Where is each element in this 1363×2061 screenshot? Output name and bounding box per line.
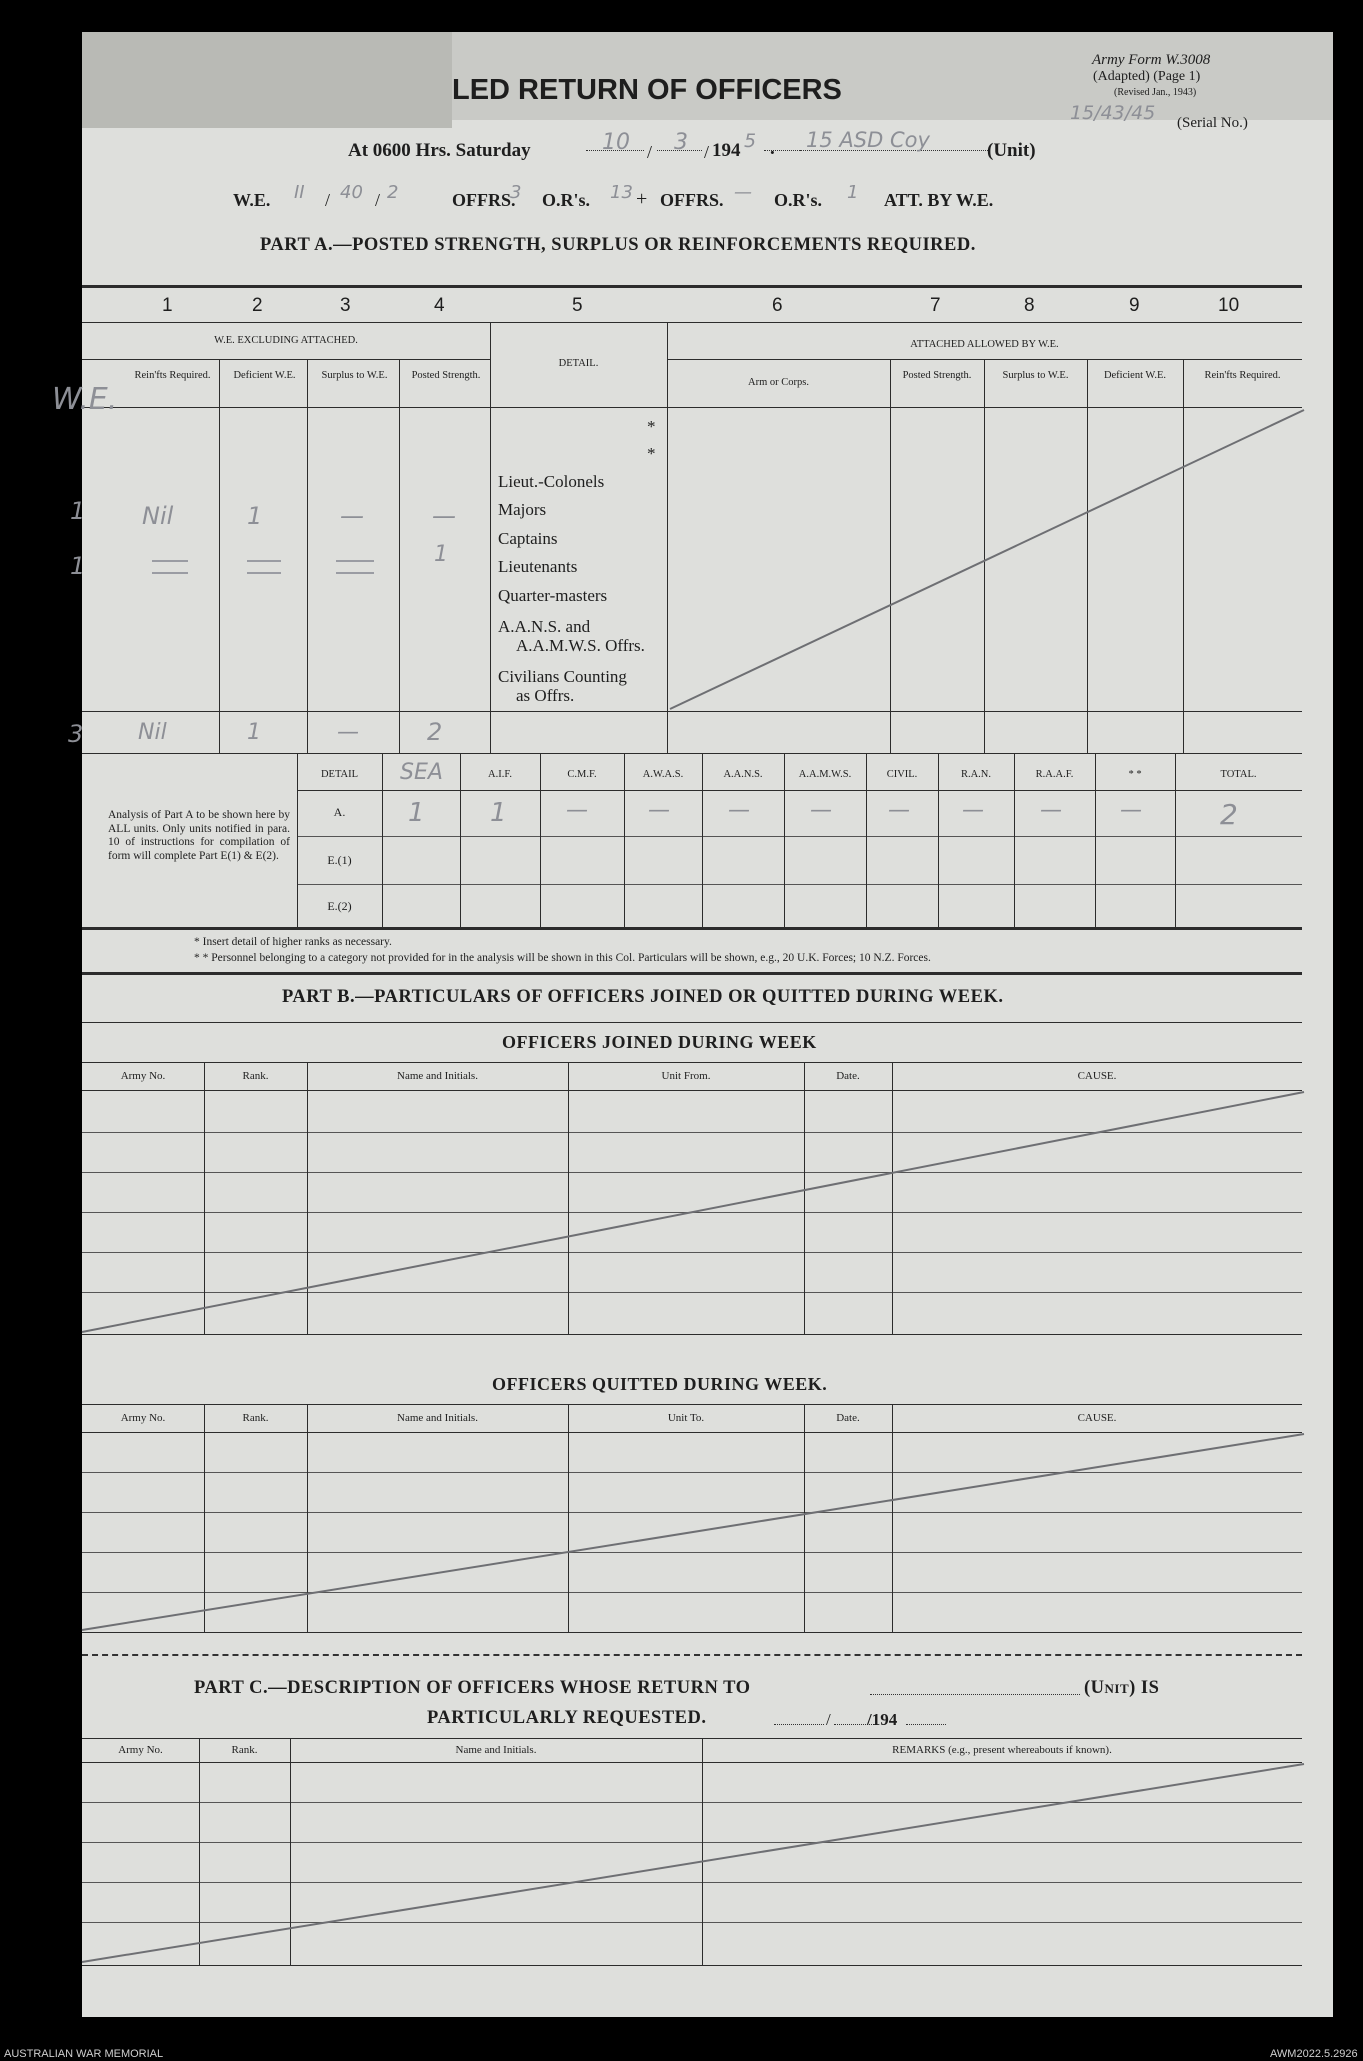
ors-value: 13 [610, 182, 633, 203]
part-a-title: PART A.—POSTED STRENGTH, SURPLUS OR REINFORCEMENTS REQUIRED. [260, 235, 976, 255]
we-value-c: 2 [387, 182, 399, 203]
hand-posted-1: — [432, 502, 456, 530]
col-head-att-posted: Posted Strength. [902, 370, 972, 381]
form-sheet: Army Form W.3008 (Adapted) (Page 1) (Revised Jan., 1943) 15/43/45 (Serial No.) LED RETURN OF OFFICERS At 0600 Hrs. Saturday 10 / 3 / 194 5 . 15 ASD Coy (Unit) W.E. II / 40 / 2 OFFRS. 3 O.R's. 13 + OFFRS. — O.R's. 1 ATT. BY W.E. PART A.—POSTED STRENGTH, SURPLUS OR REINFORCEMENTS REQUIRED. 1 2 3 4 5 6 7 8 9 10 W.E. EXCLUDING ATTACHED. DETAIL. ATTACHED ALLOWED BY W.E. Rein'fts Required. Deficient W.E. Surplus to W.E. Posted Strength. Arm or Corps. Posted Strength. Surplus to W.E. Deficient W.E. Rein'fts Required. * * Lieut.-Colonels Majors Captains Lieutenants Quarter-masters A.A.N.S. and A.A.M.W.S. Offrs. Civilians Counting as Offrs. W.E. 1 1 3 Nil Nil 1 1 — — — 1 2 Analysis of Part A to be shown here by ALL units. Only units notified in para. 10 of instructions for compilation of form will complete Part E(1) & E(2). DETAIL SEA A.I.F. C.M.F. A.W.A.S. A.A.N.S. A.A.M.W.S. CIVIL. R.A.N. R.A.A.F. * * TOTAL. A. E.(1) E.(2) 1 1 — — — — — — — — 2 * Insert detail of higher ranks as necessary. * * Personnel belonging to a category not provided for in the analysis will be shown in this Col. Particulars will be shown, e.g., 20 U.K. Forces; 10 N.Z. Forces. PART B.—PARTICULARS OF OFFICERS JOINED OR QUITTED DURING WEEK. OFFICERS JOINED DURING WEEK Army No. Rank. Name and Initials. Unit From. Date. CAUSE. OFFICERS QUITTED DURING WEEK. Army No. Rank. Name and Initials. Unit To. Date. CAUSE. PART C.—DESCRIPTION OF OFFICERS WHOSE RETURN TO (Unit) IS PARTICULARLY REQUESTED. / /194 Army No. Rank. Name and Initials. REMARKS (e.g., present whereabouts if known). [82, 32, 1333, 2017]
date-year-suffix: 5 [744, 130, 757, 152]
hand-deficient-1: 1 [247, 502, 263, 530]
analysis-a-civil: — [888, 798, 910, 823]
serial-label: (Serial No.) [1177, 115, 1248, 131]
analysis-a-aif: 1 [490, 798, 507, 828]
quitted-head-unit-to: Unit To. [667, 1412, 705, 1424]
part-c-head-army-no: Army No. [118, 1744, 163, 1756]
form-id: Army Form W.3008 [1092, 52, 1211, 68]
star-1: * [647, 417, 656, 436]
col-head-arm-corps: Arm or Corps. [748, 377, 809, 388]
time-label: At 0600 Hrs. Saturday [348, 140, 531, 161]
col-head-reinf: Rein'fts Required. [134, 370, 211, 381]
analysis-head-raaf: R.A.A.F. [1035, 769, 1074, 780]
detail-heading: DETAIL. [558, 358, 599, 369]
ors-label: O.R's. [542, 190, 591, 210]
strike-line-attached [670, 410, 1304, 709]
joined-head-cause: CAUSE. [1077, 1070, 1117, 1082]
analysis-row-e2: E.(2) [327, 899, 352, 913]
offrs-value: 3 [510, 182, 522, 203]
analysis-head-total: TOTAL. [1220, 769, 1257, 780]
analysis-head-cmf: C.M.F. [567, 769, 597, 780]
hand-deficient-3: 1 [247, 720, 261, 745]
analysis-head-aans: A.A.N.S. [723, 769, 763, 780]
col-head-deficient: Deficient W.E. [233, 370, 296, 381]
col-num-6: 6 [772, 295, 783, 316]
joined-title: OFFICERS JOINED DURING WEEK [502, 1032, 817, 1052]
strike-line-quitted [82, 1434, 1304, 1630]
we-excluding-heading: W.E. EXCLUDING ATTACHED. [214, 335, 358, 346]
star-2: * [647, 444, 656, 463]
analysis-head-awas: A.W.A.S. [642, 769, 684, 780]
offrs-label: OFFRS. [452, 190, 516, 210]
analysis-a-awas: — [648, 798, 670, 823]
rank-aamws: A.A.M.W.S. Offrs. [516, 636, 645, 655]
analysis-a-total: 2 [1220, 798, 1238, 831]
we-value-a: II [294, 182, 305, 203]
analysis-head-sea: SEA [400, 760, 443, 785]
quitted-head-date: Date. [836, 1412, 860, 1424]
unit-label: (Unit) [987, 140, 1036, 161]
rank-civilians-2: as Offrs. [516, 686, 575, 705]
analysis-head-ran: R.A.N. [960, 769, 992, 780]
part-c-unit-label: (Unit) IS [1084, 1678, 1160, 1698]
strike-line-joined [82, 1092, 1304, 1332]
offrs2-label: OFFRS. [660, 190, 724, 210]
col-num-4: 4 [434, 295, 445, 316]
attached-heading: ATTACHED ALLOWED BY W.E. [910, 339, 1059, 350]
unit-value: 15 ASD Coy [806, 128, 930, 152]
hand-surplus-1: — [340, 502, 364, 530]
hand-surplus-3: — [337, 720, 359, 745]
form-adapted: (Adapted) (Page 1) [1093, 69, 1201, 84]
plus-sign: + [636, 188, 648, 210]
col-head-att-reinf: Rein'fts Required. [1204, 370, 1281, 381]
analysis-row-a: A. [333, 805, 346, 819]
analysis-a-sea: 1 [408, 798, 425, 828]
part-c-title-b: PARTICULARLY REQUESTED. [427, 1708, 707, 1728]
joined-head-name: Name and Initials. [397, 1070, 478, 1082]
form-revised: (Revised Jan., 1943) [1114, 87, 1197, 98]
note-2: * * Personnel belonging to a category not provided for in the analysis will be shown in this Col. Particulars will be shown, e.g., 20 U.K. Forces; 10 N.Z. Forces. [194, 952, 931, 964]
quitted-head-army-no: Army No. [120, 1412, 166, 1424]
quitted-title: OFFICERS QUITTED DURING WEEK. [492, 1374, 828, 1394]
date-month: 3 [674, 130, 688, 155]
serial-number-value: 15/43/45 [1070, 102, 1156, 124]
col-num-1: 1 [162, 295, 173, 316]
hand-reinf-1: Nil [142, 502, 174, 530]
part-b-title: PART B.—PARTICULARS OF OFFICERS JOINED OR QUITTED DURING WEEK. [282, 987, 1004, 1007]
strike-line-part-c [82, 1764, 1304, 1962]
date-year-prefix: 194 [712, 140, 741, 161]
col-head-att-surplus: Surplus to W.E. [1002, 370, 1069, 381]
part-c-date-tail: /194 [867, 1710, 898, 1729]
part-c-title: PART C.—DESCRIPTION OF OFFICERS WHOSE RETURN TO [194, 1678, 751, 1698]
strike-lines [82, 32, 1333, 2017]
col-head-att-deficient: Deficient W.E. [1103, 370, 1167, 381]
date-day: 10 [602, 130, 630, 155]
rank-majors: Majors [498, 500, 547, 519]
margin-digit-1: 1 [70, 497, 86, 525]
analysis-a-cmf: — [566, 798, 588, 823]
joined-head-army-no: Army No. [120, 1070, 166, 1082]
margin-digit-3: 3 [68, 720, 84, 748]
analysis-a-aans: — [728, 798, 750, 823]
joined-head-date: Date. [836, 1070, 860, 1082]
col-head-surplus: Surplus to W.E. [321, 370, 388, 381]
joined-head-rank: Rank. [242, 1070, 269, 1082]
analysis-a-ran: — [962, 798, 984, 823]
part-c-head-remarks: REMARKS (e.g., present whereabouts if known). [892, 1744, 1112, 1756]
joined-head-unit-from: Unit From. [661, 1070, 711, 1082]
col-num-8: 8 [1024, 295, 1035, 316]
col-num-7: 7 [930, 295, 941, 316]
analysis-a-other: — [1120, 798, 1142, 823]
col-num-3: 3 [340, 295, 351, 316]
ors2-value: 1 [847, 182, 859, 203]
rank-quartermasters: Quarter-masters [498, 586, 608, 605]
col-num-10: 10 [1218, 295, 1240, 316]
margin-digit-2: 1 [70, 552, 86, 580]
analysis-head-other: * * [1128, 769, 1142, 780]
col-head-posted: Posted Strength. [411, 370, 481, 381]
analysis-row-e1: E.(1) [327, 853, 352, 867]
quitted-head-name: Name and Initials. [397, 1412, 478, 1424]
analysis-a-aamws: — [810, 798, 832, 823]
quitted-head-rank: Rank. [242, 1412, 269, 1424]
hand-posted-2: 1 [434, 542, 448, 567]
quitted-head-cause: CAUSE. [1077, 1412, 1117, 1424]
footer-right: AWM2022.5.2926 [1270, 2048, 1358, 2060]
part-c-head-rank: Rank. [231, 1744, 258, 1756]
ors2-label: O.R's. [774, 190, 823, 210]
col-num-5: 5 [572, 295, 583, 316]
we-label: W.E. [233, 190, 271, 210]
att-label: ATT. BY W.E. [884, 190, 994, 210]
analysis-note: Analysis of Part A to be shown here by ALL units. Only units notified in para. 10 of instructions for compilation of form will complete Part E(1) & E(2). [108, 809, 290, 862]
rank-civilians: Civilians Counting [498, 667, 627, 686]
analysis-head-aif: A.I.F. [488, 769, 512, 780]
analysis-head-aamws: A.A.M.W.S. [798, 769, 852, 780]
rank-lieutenants: Lieutenants [498, 557, 578, 576]
hand-reinf-3: Nil [138, 720, 167, 745]
col-num-9: 9 [1129, 295, 1140, 316]
we-value-b: 40 [340, 182, 363, 203]
footer-left: AUSTRALIAN WAR MEMORIAL [4, 2048, 164, 2060]
rank-aans: A.A.N.S. and [498, 617, 591, 636]
col-num-2: 2 [252, 295, 263, 316]
analysis-a-raaf: — [1040, 798, 1062, 823]
rank-lieut-colonels: Lieut.-Colonels [498, 472, 605, 491]
note-1: * Insert detail of higher ranks as necessary. [194, 936, 392, 948]
analysis-head-civil: CIVIL. [886, 769, 918, 780]
form-title: LED RETURN OF OFFICERS [452, 74, 842, 106]
analysis-head-detail: DETAIL [320, 769, 359, 780]
hand-posted-3: 2 [427, 718, 443, 746]
margin-we: W.E. [52, 382, 118, 417]
part-c-head-name: Name and Initials. [455, 1744, 537, 1756]
rank-captains: Captains [498, 529, 558, 548]
offrs2-value: — [734, 182, 752, 203]
